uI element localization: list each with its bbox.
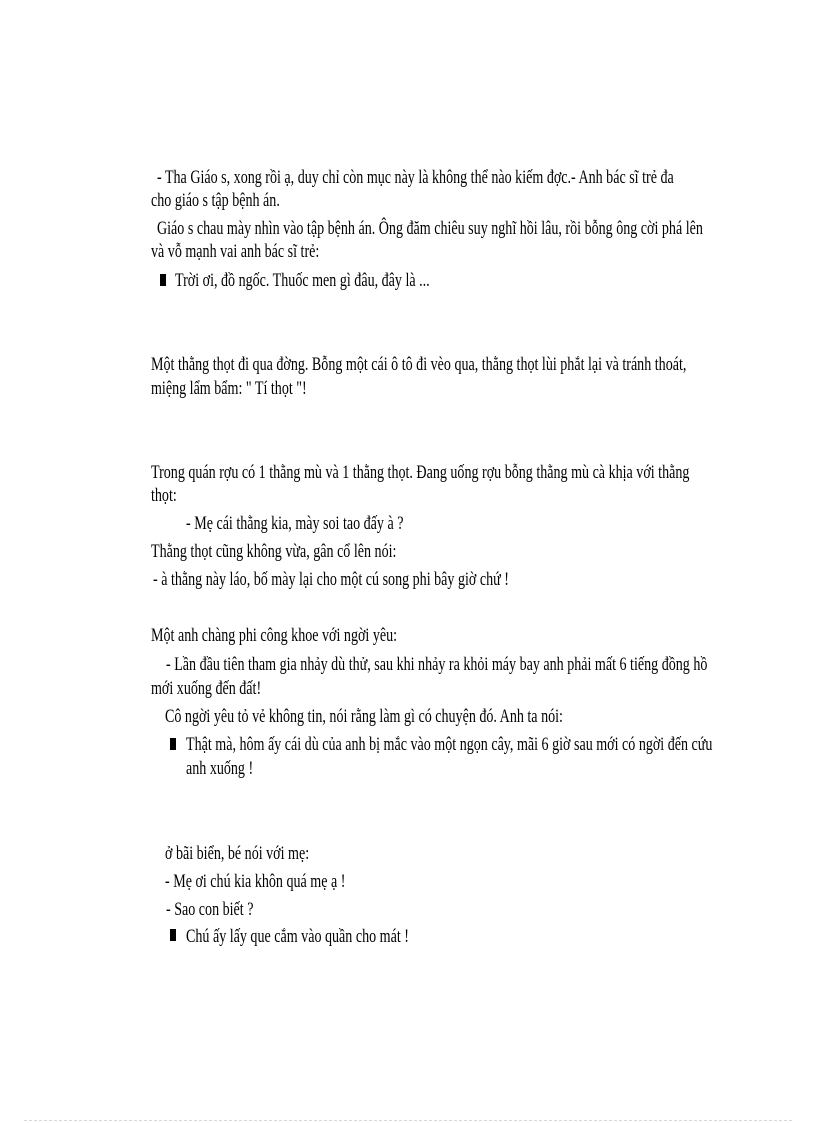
text-line: - Mẹ ơi chú kia khôn quá mẹ ạ ! (165, 871, 346, 892)
text-line: miệng lẩm bẩm: " Tí thọt "! (151, 378, 307, 399)
text-line: anh xuống ! (186, 758, 254, 779)
text-line: cho giáo s tập bệnh án. (151, 190, 280, 211)
text-line: - à thằng này láo, bố mày lại cho một cú song phi bây giờ chứ ! (153, 569, 509, 590)
text-line: - Tha Giáo s, xong rồi ạ, duy chỉ còn mục này là không thể nào kiếm đợc.- Anh bác sĩ trẻ đa (157, 167, 674, 188)
bullet-icon (160, 274, 166, 286)
text-line: - Lần đầu tiên tham gia nhảy dù thử, sau khi nhảy ra khỏi máy bay anh phải mất 6 tiếng đồng hồ (166, 654, 708, 675)
text-line: Một thằng thọt đi qua đờng. Bỗng một cái ô tô đi vèo qua, thằng thọt lùi phắt lại và tránh thoát, (151, 354, 687, 375)
text-line: ở bãi biển, bé nói với mẹ: (165, 843, 310, 864)
text-line: Trời ơi, đồ ngốc. Thuốc men gì đâu, đây là ... (175, 270, 430, 291)
text-line: Giáo s chau mày nhìn vào tập bệnh án. Ông đăm chiêu suy nghĩ hồi lâu, rồi bỗng ông cời phá lên (157, 218, 703, 239)
text-line: - Mẹ cái thằng kia, mày soi tao đấy à ? (186, 513, 404, 534)
text-line: Một anh chàng phi công khoe với ngời yêu: (151, 625, 398, 646)
text-line: Cô ngời yêu tỏ vẻ không tin, nói rằng làm gì có chuyện đó. Anh ta nói: (165, 706, 563, 727)
text-line: mới xuống đến đất! (151, 678, 262, 699)
text-line: Thật mà, hôm ấy cái dù của anh bị mắc vào một ngọn cây, mãi 6 giờ sau mới có ngời đến cứu (186, 734, 713, 755)
bullet-icon (170, 929, 176, 941)
text-line: Chú ấy lấy que cắm vào quần cho mát ! (186, 926, 409, 947)
text-line: - Sao con biết ? (166, 899, 254, 920)
text-line: và vỗ mạnh vai anh bác sĩ trẻ: (151, 241, 320, 262)
text-line: thọt: (151, 485, 177, 506)
bullet-icon (170, 738, 176, 750)
page-divider (24, 1120, 792, 1121)
text-line: Trong quán rợu có 1 thằng mù và 1 thằng thọt. Đang uống rợu bỗng thằng mù cà khịa với thằng (151, 462, 690, 483)
text-line: Thằng thọt cũng không vừa, gân cổ lên nói: (151, 541, 397, 562)
